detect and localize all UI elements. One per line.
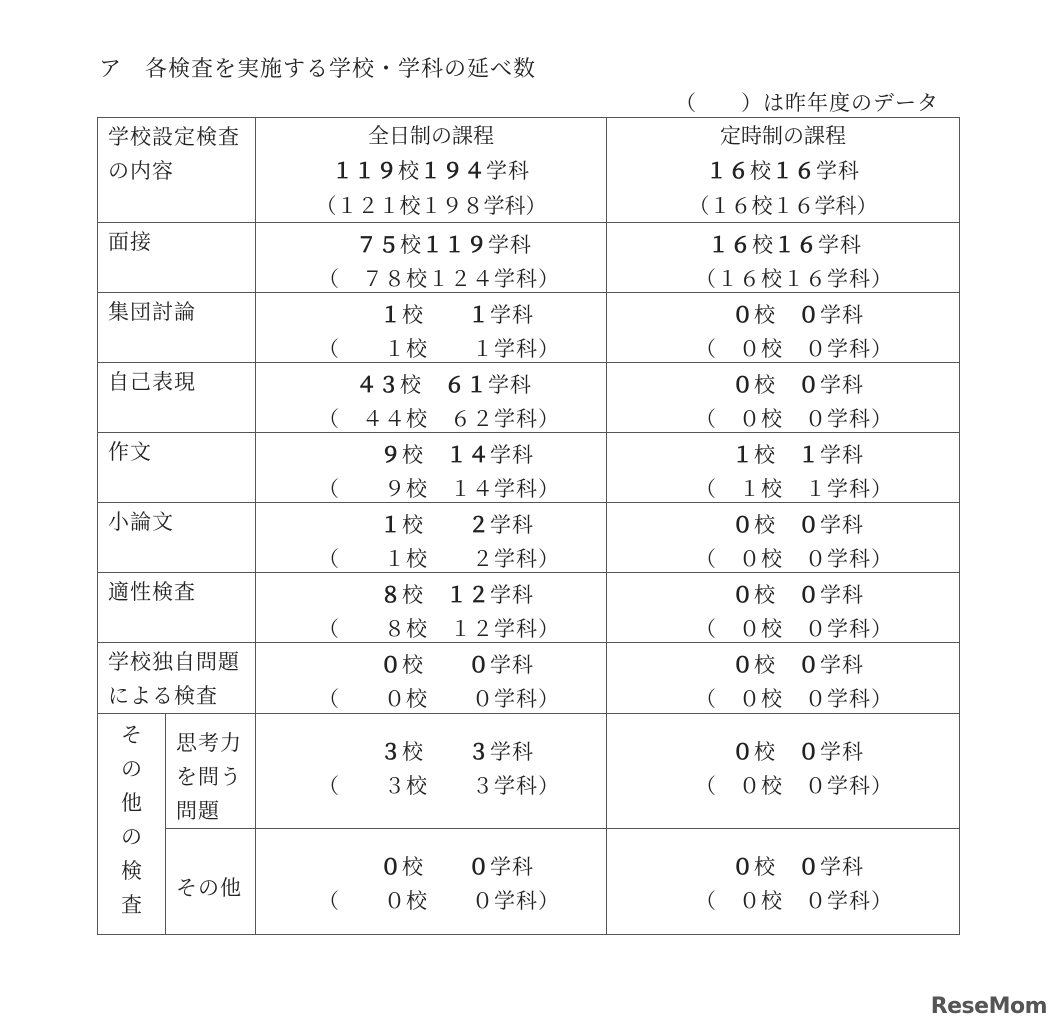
fulltime-values bbox=[256, 829, 606, 933]
fulltime-header-current-total bbox=[256, 155, 606, 185]
fulltime-previous: （ １校 ２学科） bbox=[318, 547, 560, 571]
table-row bbox=[98, 363, 960, 433]
table-row bbox=[98, 643, 960, 714]
fulltime-current: ０校 ０学科 bbox=[380, 855, 534, 879]
parttime-header bbox=[607, 118, 959, 222]
fulltime-values bbox=[256, 714, 606, 816]
parttime-current: ０校 ０学科 bbox=[732, 513, 864, 537]
table-row bbox=[98, 503, 960, 573]
fulltime-values bbox=[256, 363, 606, 431]
parttime-header-current-total bbox=[607, 155, 959, 185]
row-label-line: による検査 bbox=[108, 684, 218, 708]
fulltime-values bbox=[256, 433, 606, 501]
parttime-header-cell bbox=[607, 118, 960, 223]
row-label-line: 学校独自問題 bbox=[108, 650, 240, 674]
header-label-line: の内容 bbox=[108, 159, 174, 183]
parttime-current: ０校 ０学科 bbox=[732, 583, 864, 607]
fulltime-cell bbox=[256, 643, 607, 714]
parttime-previous: （ ０校 ０学科） bbox=[695, 407, 893, 431]
parttime-previous: （ ０校 ０学科） bbox=[695, 337, 893, 361]
parttime-previous: （ ０校 ０学科） bbox=[695, 774, 893, 798]
parttime-header-previous-total: （１６校１６学科） bbox=[688, 194, 878, 218]
fulltime-previous: （ ０校 ０学科） bbox=[318, 889, 560, 913]
parttime-values bbox=[607, 433, 959, 501]
table-row bbox=[98, 829, 960, 935]
row-label bbox=[98, 573, 256, 643]
row-label bbox=[98, 363, 256, 433]
parttime-header-title: 定時制の課程 bbox=[720, 124, 846, 148]
fulltime-cell bbox=[256, 503, 607, 573]
parttime-current: １校 １学科 bbox=[732, 443, 864, 467]
header-label-line: 学校設定検査 bbox=[108, 125, 240, 149]
parttime-cell bbox=[607, 223, 960, 293]
parttime-values bbox=[607, 503, 959, 571]
parttime-current: ０校 ０学科 bbox=[732, 740, 864, 764]
other-group-char: 他 bbox=[121, 791, 142, 815]
fulltime-cell bbox=[256, 573, 607, 643]
fulltime-current: ０校 ０学科 bbox=[380, 653, 534, 677]
fulltime-previous: （ ３校 ３学科） bbox=[318, 774, 560, 798]
parttime-previous: （ １校 １学科） bbox=[695, 477, 893, 501]
parttime-values bbox=[607, 643, 959, 711]
row-label-line: 作文 bbox=[108, 440, 152, 464]
parttime-previous: （１６校１６学科） bbox=[695, 267, 893, 291]
parttime-previous: （ ０校 ０学科） bbox=[695, 547, 893, 571]
fulltime-previous: （ ８校 １２学科） bbox=[318, 617, 560, 641]
parttime-values bbox=[607, 363, 959, 431]
inspection-table bbox=[97, 117, 960, 935]
parttime-current: １６校１６学科 bbox=[708, 233, 862, 257]
fulltime-cell bbox=[256, 714, 607, 829]
parttime-header-current-text: １６校１６学科 bbox=[706, 159, 860, 183]
page-title: ア 各検査を実施する学校・学科の延べ数 bbox=[99, 57, 537, 82]
other-group-char: そ bbox=[121, 723, 142, 747]
other-group-char: 査 bbox=[121, 893, 142, 917]
row-label bbox=[98, 223, 256, 293]
parttime-values bbox=[607, 223, 959, 291]
fulltime-previous: （ １校 １学科） bbox=[318, 337, 560, 361]
parttime-values bbox=[607, 714, 959, 816]
fulltime-cell bbox=[256, 223, 607, 293]
parttime-current: ０校 ０学科 bbox=[732, 855, 864, 879]
fulltime-values bbox=[256, 293, 606, 361]
fulltime-values bbox=[256, 643, 606, 711]
fulltime-current: １校 ２学科 bbox=[380, 513, 534, 537]
fulltime-header-cell bbox=[256, 118, 607, 223]
header-label-cell bbox=[98, 118, 256, 223]
parttime-cell bbox=[607, 573, 960, 643]
parttime-previous: （ ０校 ０学科） bbox=[695, 889, 893, 913]
header-row bbox=[98, 118, 960, 223]
fulltime-cell bbox=[256, 829, 607, 935]
other-item-label-line: その他 bbox=[176, 875, 242, 900]
parttime-cell bbox=[607, 363, 960, 433]
parttime-cell bbox=[607, 433, 960, 503]
fulltime-cell bbox=[256, 363, 607, 433]
parttime-previous: （ ０校 ０学科） bbox=[695, 617, 893, 641]
parttime-values bbox=[607, 829, 959, 933]
parttime-cell bbox=[607, 714, 960, 829]
fulltime-cell bbox=[256, 293, 607, 363]
fulltime-previous: （ ７８校１２４学科） bbox=[318, 267, 560, 291]
parttime-current: ０校 ０学科 bbox=[732, 653, 864, 677]
fulltime-values bbox=[256, 503, 606, 571]
fulltime-header-current-text: １１９校１９４学科 bbox=[332, 159, 530, 183]
table-row bbox=[98, 714, 960, 829]
fulltime-header-title: 全日制の課程 bbox=[368, 124, 494, 148]
fulltime-current: ７５校１１９学科 bbox=[356, 233, 532, 257]
fulltime-cell bbox=[256, 433, 607, 503]
fulltime-header-previous-total: （１２１校１９８学科） bbox=[315, 194, 547, 218]
other-group-char: の bbox=[121, 825, 142, 849]
fulltime-values bbox=[256, 223, 606, 291]
parttime-previous: （ ０校 ０学科） bbox=[695, 687, 893, 711]
row-label bbox=[98, 643, 256, 714]
other-item-label-line: 思考力 bbox=[176, 731, 242, 755]
other-item-label bbox=[166, 714, 256, 829]
parttime-cell bbox=[607, 293, 960, 363]
fulltime-previous: （ ０校 ０学科） bbox=[318, 687, 560, 711]
table-row bbox=[98, 573, 960, 643]
row-label-line: 適性検査 bbox=[108, 580, 196, 604]
resemom-logo: ReseMom bbox=[930, 994, 1047, 1019]
parttime-current: ０校 ０学科 bbox=[732, 373, 864, 397]
other-group-char: の bbox=[121, 757, 142, 781]
other-group-label bbox=[98, 714, 166, 935]
row-label bbox=[98, 503, 256, 573]
row-label bbox=[98, 293, 256, 363]
table-row bbox=[98, 433, 960, 503]
legend-note: （ ）は昨年度のデータ bbox=[675, 91, 939, 115]
row-label bbox=[98, 433, 256, 503]
fulltime-current: １校 １学科 bbox=[380, 303, 534, 327]
fulltime-previous: （ ４４校 ６２学科） bbox=[318, 407, 560, 431]
fulltime-previous: （ ９校 １４学科） bbox=[318, 477, 560, 501]
other-item-label-line: を問う bbox=[176, 765, 242, 789]
table-row bbox=[98, 293, 960, 363]
parttime-cell bbox=[607, 829, 960, 935]
other-item-label-line: 問題 bbox=[176, 799, 220, 823]
fulltime-current: ８校 １２学科 bbox=[380, 583, 534, 607]
row-label-line: 面接 bbox=[108, 230, 152, 254]
other-item-label bbox=[166, 829, 256, 935]
parttime-current: ０校 ０学科 bbox=[732, 303, 864, 327]
parttime-values bbox=[607, 293, 959, 361]
fulltime-header bbox=[256, 118, 606, 222]
fulltime-current: ９校 １４学科 bbox=[380, 443, 534, 467]
table-row bbox=[98, 223, 960, 293]
fulltime-current: ４３校 ６１学科 bbox=[356, 373, 532, 397]
parttime-cell bbox=[607, 643, 960, 714]
fulltime-values bbox=[256, 573, 606, 641]
fulltime-current: ３校 ３学科 bbox=[380, 740, 534, 764]
row-label-line: 集団討論 bbox=[108, 300, 196, 324]
parttime-values bbox=[607, 573, 959, 641]
parttime-cell bbox=[607, 503, 960, 573]
other-group-char: 検 bbox=[121, 859, 142, 883]
row-label-line: 小論文 bbox=[108, 510, 174, 534]
row-label-line: 自己表現 bbox=[108, 370, 196, 394]
